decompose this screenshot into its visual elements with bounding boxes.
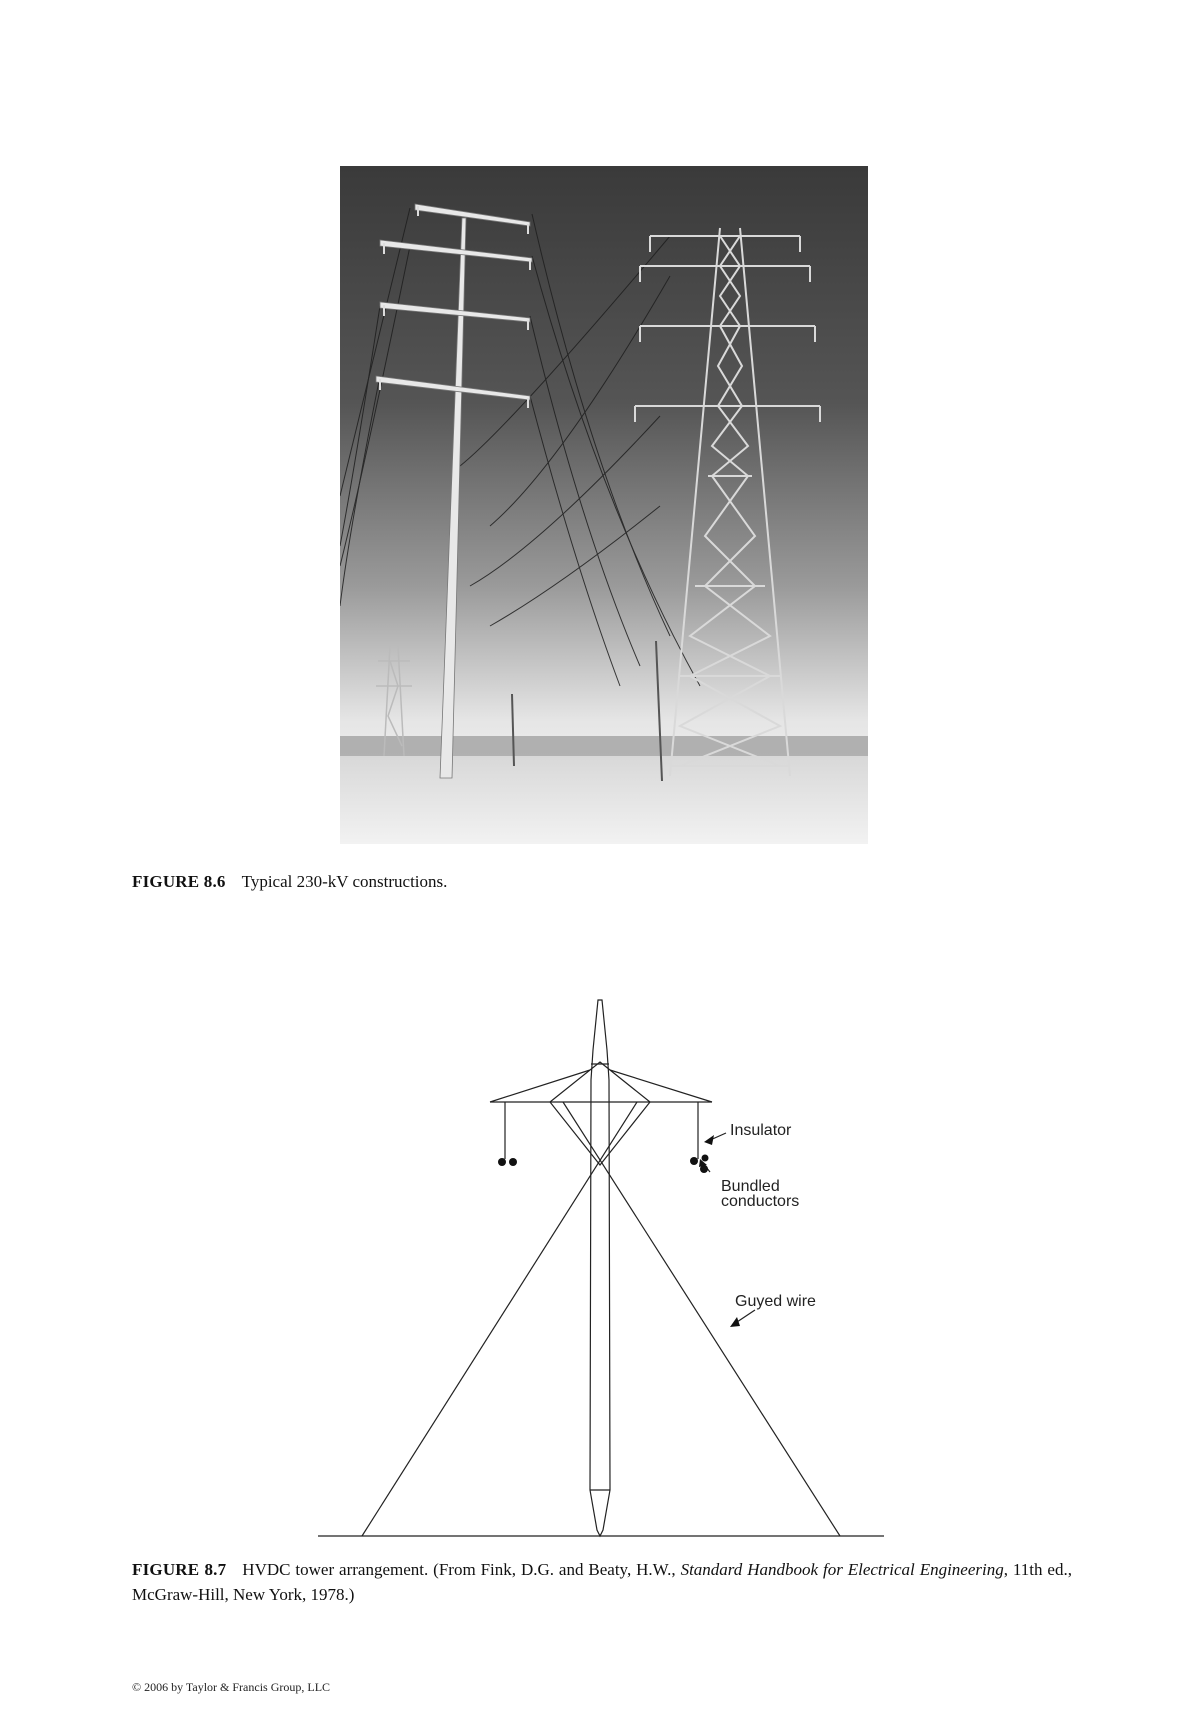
figure-8-6-caption-text: Typical 230-kV constructions. (241, 872, 448, 891)
figure-8-7-caption (132, 1557, 1072, 1607)
guyed-wire-label: Guyed wire (735, 1293, 816, 1310)
figure-8-6-photo (340, 166, 868, 844)
mast (590, 1000, 610, 1536)
bundled-conductors-label-line2: conductors (721, 1193, 800, 1210)
figure-8-6-caption (132, 869, 447, 894)
figure-8-7-diagram (300, 990, 900, 1540)
figure-8-7-caption-text: HVDC tower arrangement. (From Fink, D.G. and Beaty, H.W., (242, 1560, 681, 1579)
figure-8-7-caption-source: , 11th ed., McGraw-Hill, New York, 1978.) (132, 1560, 1072, 1604)
figure-8-7-caption-book-title: Standard Handbook for Electrical Engineering (680, 1560, 1004, 1579)
copyright-footer: © 2006 by Taylor & Francis Group, LLC (132, 1680, 331, 1694)
figure-8-7-number: FIGURE 8.7 (132, 1560, 227, 1579)
figure-8-6-number: FIGURE 8.6 (132, 872, 226, 891)
insulator-label: Insulator (730, 1122, 792, 1139)
bundled-conductors-label-line1: Bundled (721, 1178, 780, 1195)
guyed-wire-left (362, 1102, 637, 1536)
